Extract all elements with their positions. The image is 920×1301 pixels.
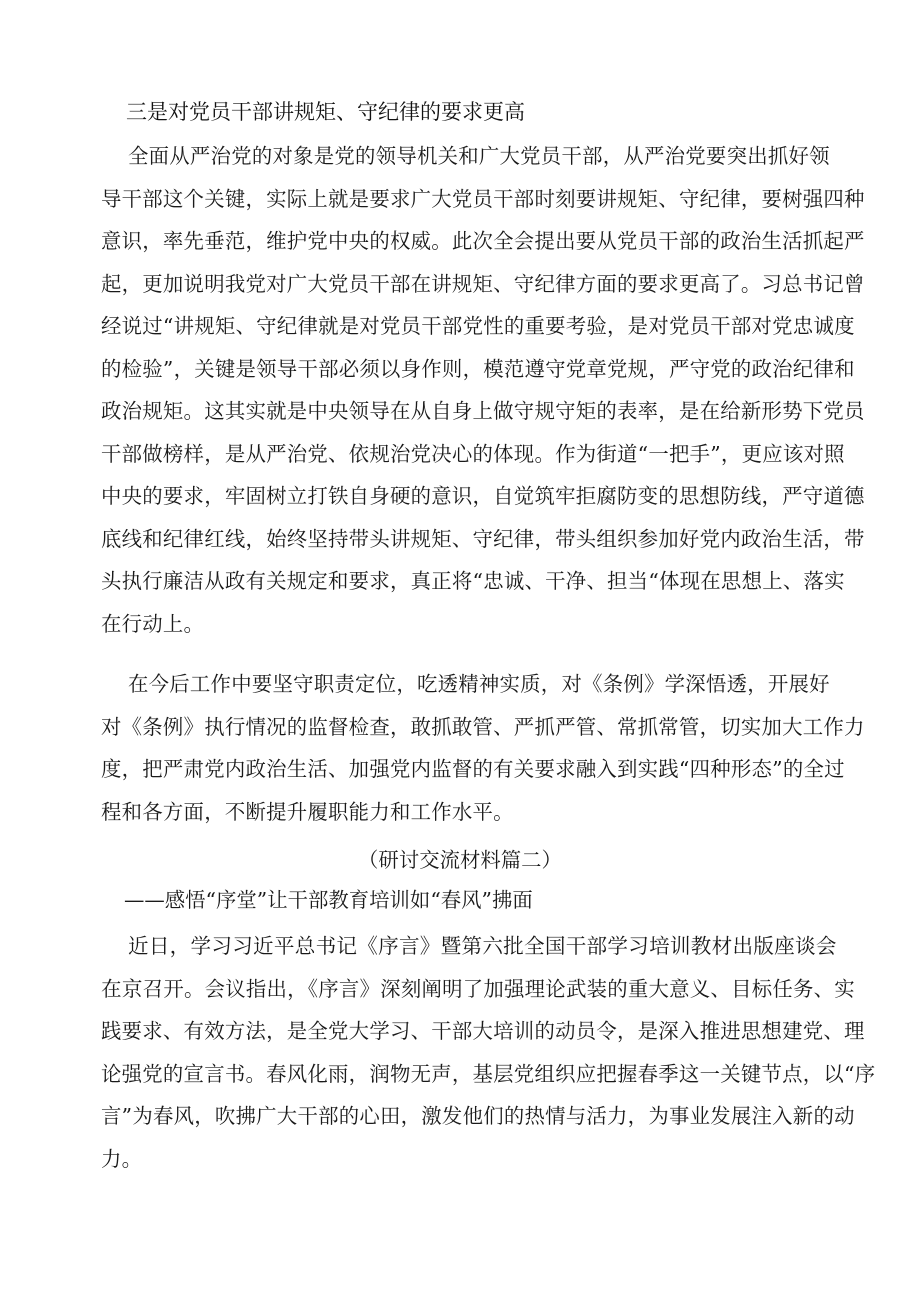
paragraph-line: 全面从严治党的对象是党的领导机关和广大党员干部，从严治党要突出抓好领 <box>128 144 830 168</box>
paragraph-line: 底线和纪律红线，始终坚持带头讲规矩、守纪律，带头组织参加好党内政治生活，带 <box>101 526 865 551</box>
paragraph-lead: 近日，学习习近平总书记《序言》暨第六批全国干部学习培训教材出版座谈会 <box>128 934 837 958</box>
paragraph-line: 对《条例》执行情况的监督检查，敢抓敢管、严抓严管、常抓常管，切实加大工作力 <box>101 714 865 739</box>
paragraph-line: 导干部这个关键，实际上就是要求广大党员干部时刻要讲规矩、守纪律，要树强四种 <box>101 186 865 211</box>
paragraph-line: 经说过“讲规矩、守纪律就是对党员干部党性的重要考验，是对党员干部对党忠诚度 <box>101 314 855 338</box>
paragraph-line <box>101 968 861 1011</box>
paragraph-line: 干部做榜样，是从严治党、依规治党决心的体现。作为街道“一把手”，更应该对照 <box>101 441 845 466</box>
paragraph-2 <box>101 663 865 833</box>
paragraph-line: 起，更加说明我党对广大党员干部在讲规矩、守纪律方面的要求更高了。习总书记曾 <box>101 271 865 296</box>
paragraph-line-rest: 召开。会议指出，《序言》深刻阐明了加强理论武装的重大意义、目标任务、实 <box>142 976 855 1001</box>
paragraph-3 <box>101 925 876 1180</box>
subtitle: （研讨交流材料篇二） <box>358 848 562 872</box>
section-heading: 三是对党员干部讲规矩、守纪律的要求更高 <box>126 100 525 124</box>
paragraph-line: 中央的要求，牢固树立打铁自身硬的意识，自觉筑牢拒腐防变的思想防线，严守道德 <box>101 484 865 508</box>
paragraph-line: 践要求、有效方法，是全党大学习、干部大培训的动员令，是深入推进思想建党、理 <box>101 1019 865 1043</box>
paragraph-line: 论强党的宣言书。春风化雨，润物无声，基层党组织应把握春季这一关键节点，以“序 <box>101 1061 876 1086</box>
paragraph-line: 在行动上。 <box>101 611 205 636</box>
paragraph-line: 头执行廉洁从政有关规定和要求，真正将“忠诚、干净、担当“体现在思想上、落实 <box>101 569 845 593</box>
paragraph-line: 度，把严肃党内政治生活、加强党内监督的有关要求融入到实践“四种形态”的全过 <box>101 757 845 781</box>
paragraph-line: 的检验”，关键是领导干部必须以身作则，模范遵守党章党规，严守党的政治纪律和 <box>101 356 855 381</box>
subsubtitle: ——感悟“序堂”让干部教育培训如“春风”拂面 <box>124 888 533 912</box>
paragraph-line: 在今后工作中要坚守职责定位，吃透精神实质，对《条例》学深悟透，开展好 <box>128 672 830 696</box>
paragraph-line: 程和各方面，不断提升履职能力和工作水平。 <box>101 799 514 824</box>
paragraph-line: 言”为春风，吹拂广大干部的心田，激发他们的热情与活力，为事业发展注入新的动 <box>101 1104 855 1128</box>
paragraph-lead-continued: 在京 <box>101 976 143 1001</box>
paragraph-line: 力。 <box>101 1146 143 1171</box>
paragraph-line: 政治规矩。这其实就是中央领导在从自身上做守规守矩的表率，是在给新形势下党员 <box>101 399 865 423</box>
paragraph-line: 意识，率先垂范，维护党中央的权威。此次全会提出要从党员干部的政治生活抓起严 <box>101 229 865 253</box>
paragraph-1 <box>101 135 865 645</box>
